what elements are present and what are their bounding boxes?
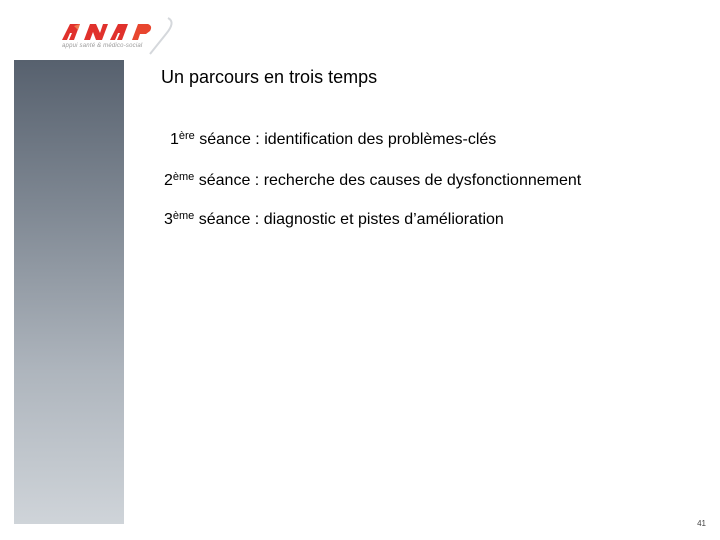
anap-logo (0, 0, 200, 70)
page-number: 41 (697, 519, 706, 528)
logo-tagline: appui santé & médico-social (62, 43, 143, 49)
session-item-3-text: séance : diagnostic et pistes d’amélioration (194, 211, 504, 228)
session-item-3-ordinal: ème (172, 210, 195, 222)
session-item-3 (164, 211, 504, 229)
session-item-1-ordinal: ère (178, 130, 195, 142)
session-item-3-number: 3 (164, 211, 173, 228)
session-item-1-number: 1 (170, 131, 179, 148)
session-item-1 (170, 131, 496, 149)
decorative-side-band (14, 16, 124, 524)
session-item-2-ordinal: ème (172, 171, 195, 183)
session-item-2 (164, 172, 581, 190)
slide-title: Un parcours en trois temps (161, 67, 378, 87)
session-item-2-number: 2 (164, 172, 173, 189)
session-item-2-text: séance : recherche des causes de dysfonctionnement (194, 172, 582, 189)
session-item-1-text: séance : identification des problèmes-clés (194, 131, 497, 148)
